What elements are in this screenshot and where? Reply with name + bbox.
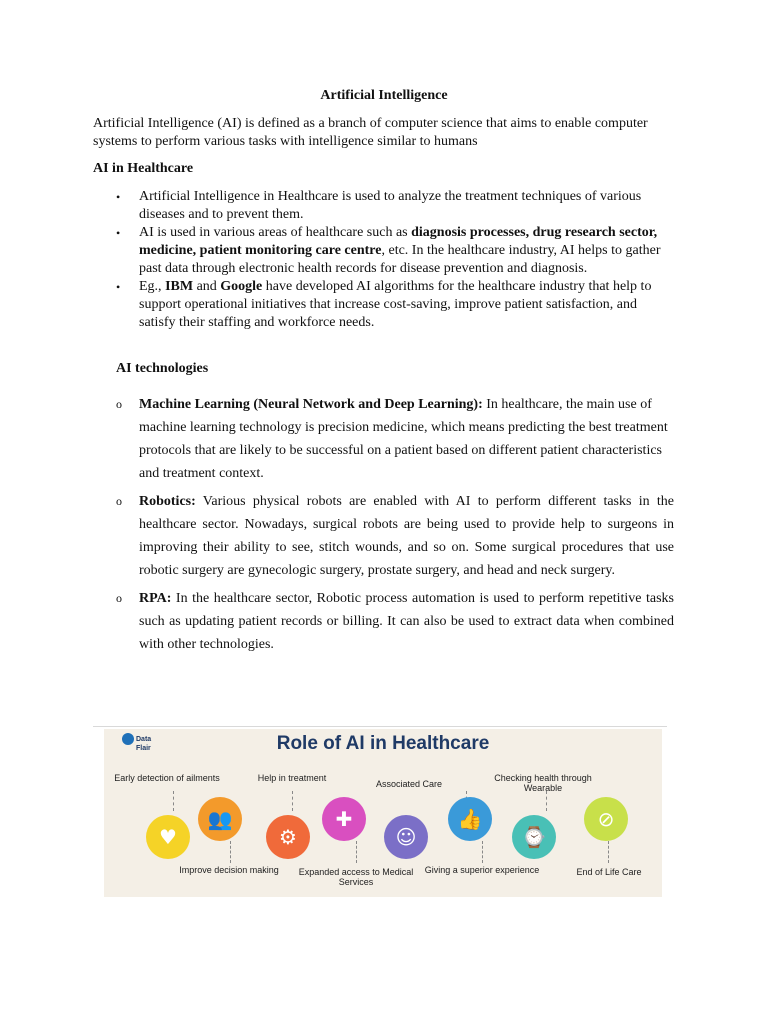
logo-text: Flair — [136, 745, 151, 752]
list-item — [116, 278, 676, 332]
connector-line — [608, 841, 609, 863]
healthcare-heading: AI in Healthcare — [93, 161, 194, 176]
technologies-heading: AI technologies — [116, 361, 209, 376]
bullet-text: Eg., — [139, 279, 166, 294]
connector-line — [482, 841, 483, 863]
bullet-text: , etc. In the healthcare industry, AI helps to gather past data through electronic health records for disease prevention and diagnosis. — [139, 243, 661, 276]
label-associated-care: Associated Care — [375, 779, 443, 789]
bullet-bold-text: IBM — [165, 279, 194, 294]
doctor-team-icon: 👥 — [198, 797, 242, 841]
bullet-text: Artificial Intelligence in Healthcare is used to analyze the treatment techniques of various diseases and to prevent them. — [139, 189, 642, 222]
label-checking-health: Checking health through Wearable — [494, 773, 592, 793]
list-item — [116, 587, 674, 656]
connector-line — [173, 791, 174, 811]
sub-bullet-marker: o — [116, 591, 122, 605]
thumbs-up-icon: 👍 — [448, 797, 492, 841]
tech-text: In the healthcare sector, Robotic process automation is used to perform repetitive tasks such as updating patient records or billing. It can also be used to extract data when combined with other technologies. — [139, 591, 674, 652]
list-item — [116, 224, 676, 278]
robot-arm-icon: ⚙ — [266, 815, 310, 859]
technologies-list — [116, 393, 674, 661]
label-improve-decision: Improve decision making — [179, 865, 279, 875]
connector-line — [292, 791, 293, 811]
medical-staff-icon: ☺ — [384, 815, 428, 859]
bullet-marker: • — [116, 226, 121, 240]
list-item — [116, 393, 674, 485]
list-item — [116, 188, 676, 224]
label-superior-experience: Giving a superior experience — [424, 865, 540, 875]
bullet-bold-text: Google — [220, 279, 263, 294]
tech-term: Robotics: — [139, 494, 196, 509]
heartbeat-icon: ♥ — [146, 815, 190, 859]
healthcare-bullet-list — [116, 188, 676, 332]
label-early-detection: Early detection of ailments — [114, 773, 220, 783]
bullet-marker: • — [116, 190, 121, 204]
connector-line — [356, 841, 357, 863]
document-title: Artificial Intelligence — [320, 88, 448, 103]
divider — [93, 726, 667, 727]
label-help-treatment: Help in treatment — [257, 773, 327, 783]
infographic-heading: Role of AI in Healthcare — [276, 733, 490, 754]
bullet-text: have developed AI algorithms for the healthcare industry that help to support operational initiatives that increase cost-saving, improve patient satisfaction, and satisfy their staffing and workforce needs. — [139, 279, 652, 330]
wearable-device-icon: ⌚ — [512, 815, 556, 859]
sub-bullet-marker: o — [116, 494, 122, 508]
role-of-ai-infographic — [104, 729, 662, 897]
bullet-text: and — [193, 279, 221, 294]
medical-shield-icon: ✚ — [322, 797, 366, 841]
no-entry-icon: ⊘ — [584, 797, 628, 841]
bullet-text: AI is used in various areas of healthcare such as — [139, 225, 412, 240]
connector-line — [546, 791, 547, 811]
bullet-marker: • — [116, 280, 121, 294]
intro-paragraph: Artificial Intelligence (AI) is defined as a branch of computer science that aims to enable computer systems to perform various tasks with intelligence similar to humans — [93, 116, 648, 149]
label-end-of-life: End of Life Care — [576, 867, 642, 877]
tech-term: Machine Learning (Neural Network and Deep Learning): — [139, 397, 483, 412]
label-expanded-access: Expanded access to Medical Services — [298, 867, 414, 887]
logo-text: Data — [136, 735, 152, 743]
bullet-bold-text: diagnosis processes, drug research sector, medicine, patient monitoring care centre — [139, 225, 658, 258]
connector-line — [230, 841, 231, 863]
list-item — [116, 490, 674, 582]
tech-text: Various physical robots are enabled with AI to perform different tasks in the healthcare sector. Nowadays, surgical robots are being used to provide help to surgeons in improving their ability to see, stitch wounds, and so on. Some surgical procedures that use robotic surgery are gynecologic surgery, prostate surgery, and head and neck surgery. — [139, 494, 674, 578]
tech-text: In healthcare, the main use of machine learning technology is precision medicine, which means predicting the best treatment protocols that are likely to be successful on a patient based on different patient characteristics and treatment context. — [139, 397, 668, 481]
tech-term: RPA: — [139, 591, 172, 606]
sub-bullet-marker: o — [116, 397, 122, 411]
